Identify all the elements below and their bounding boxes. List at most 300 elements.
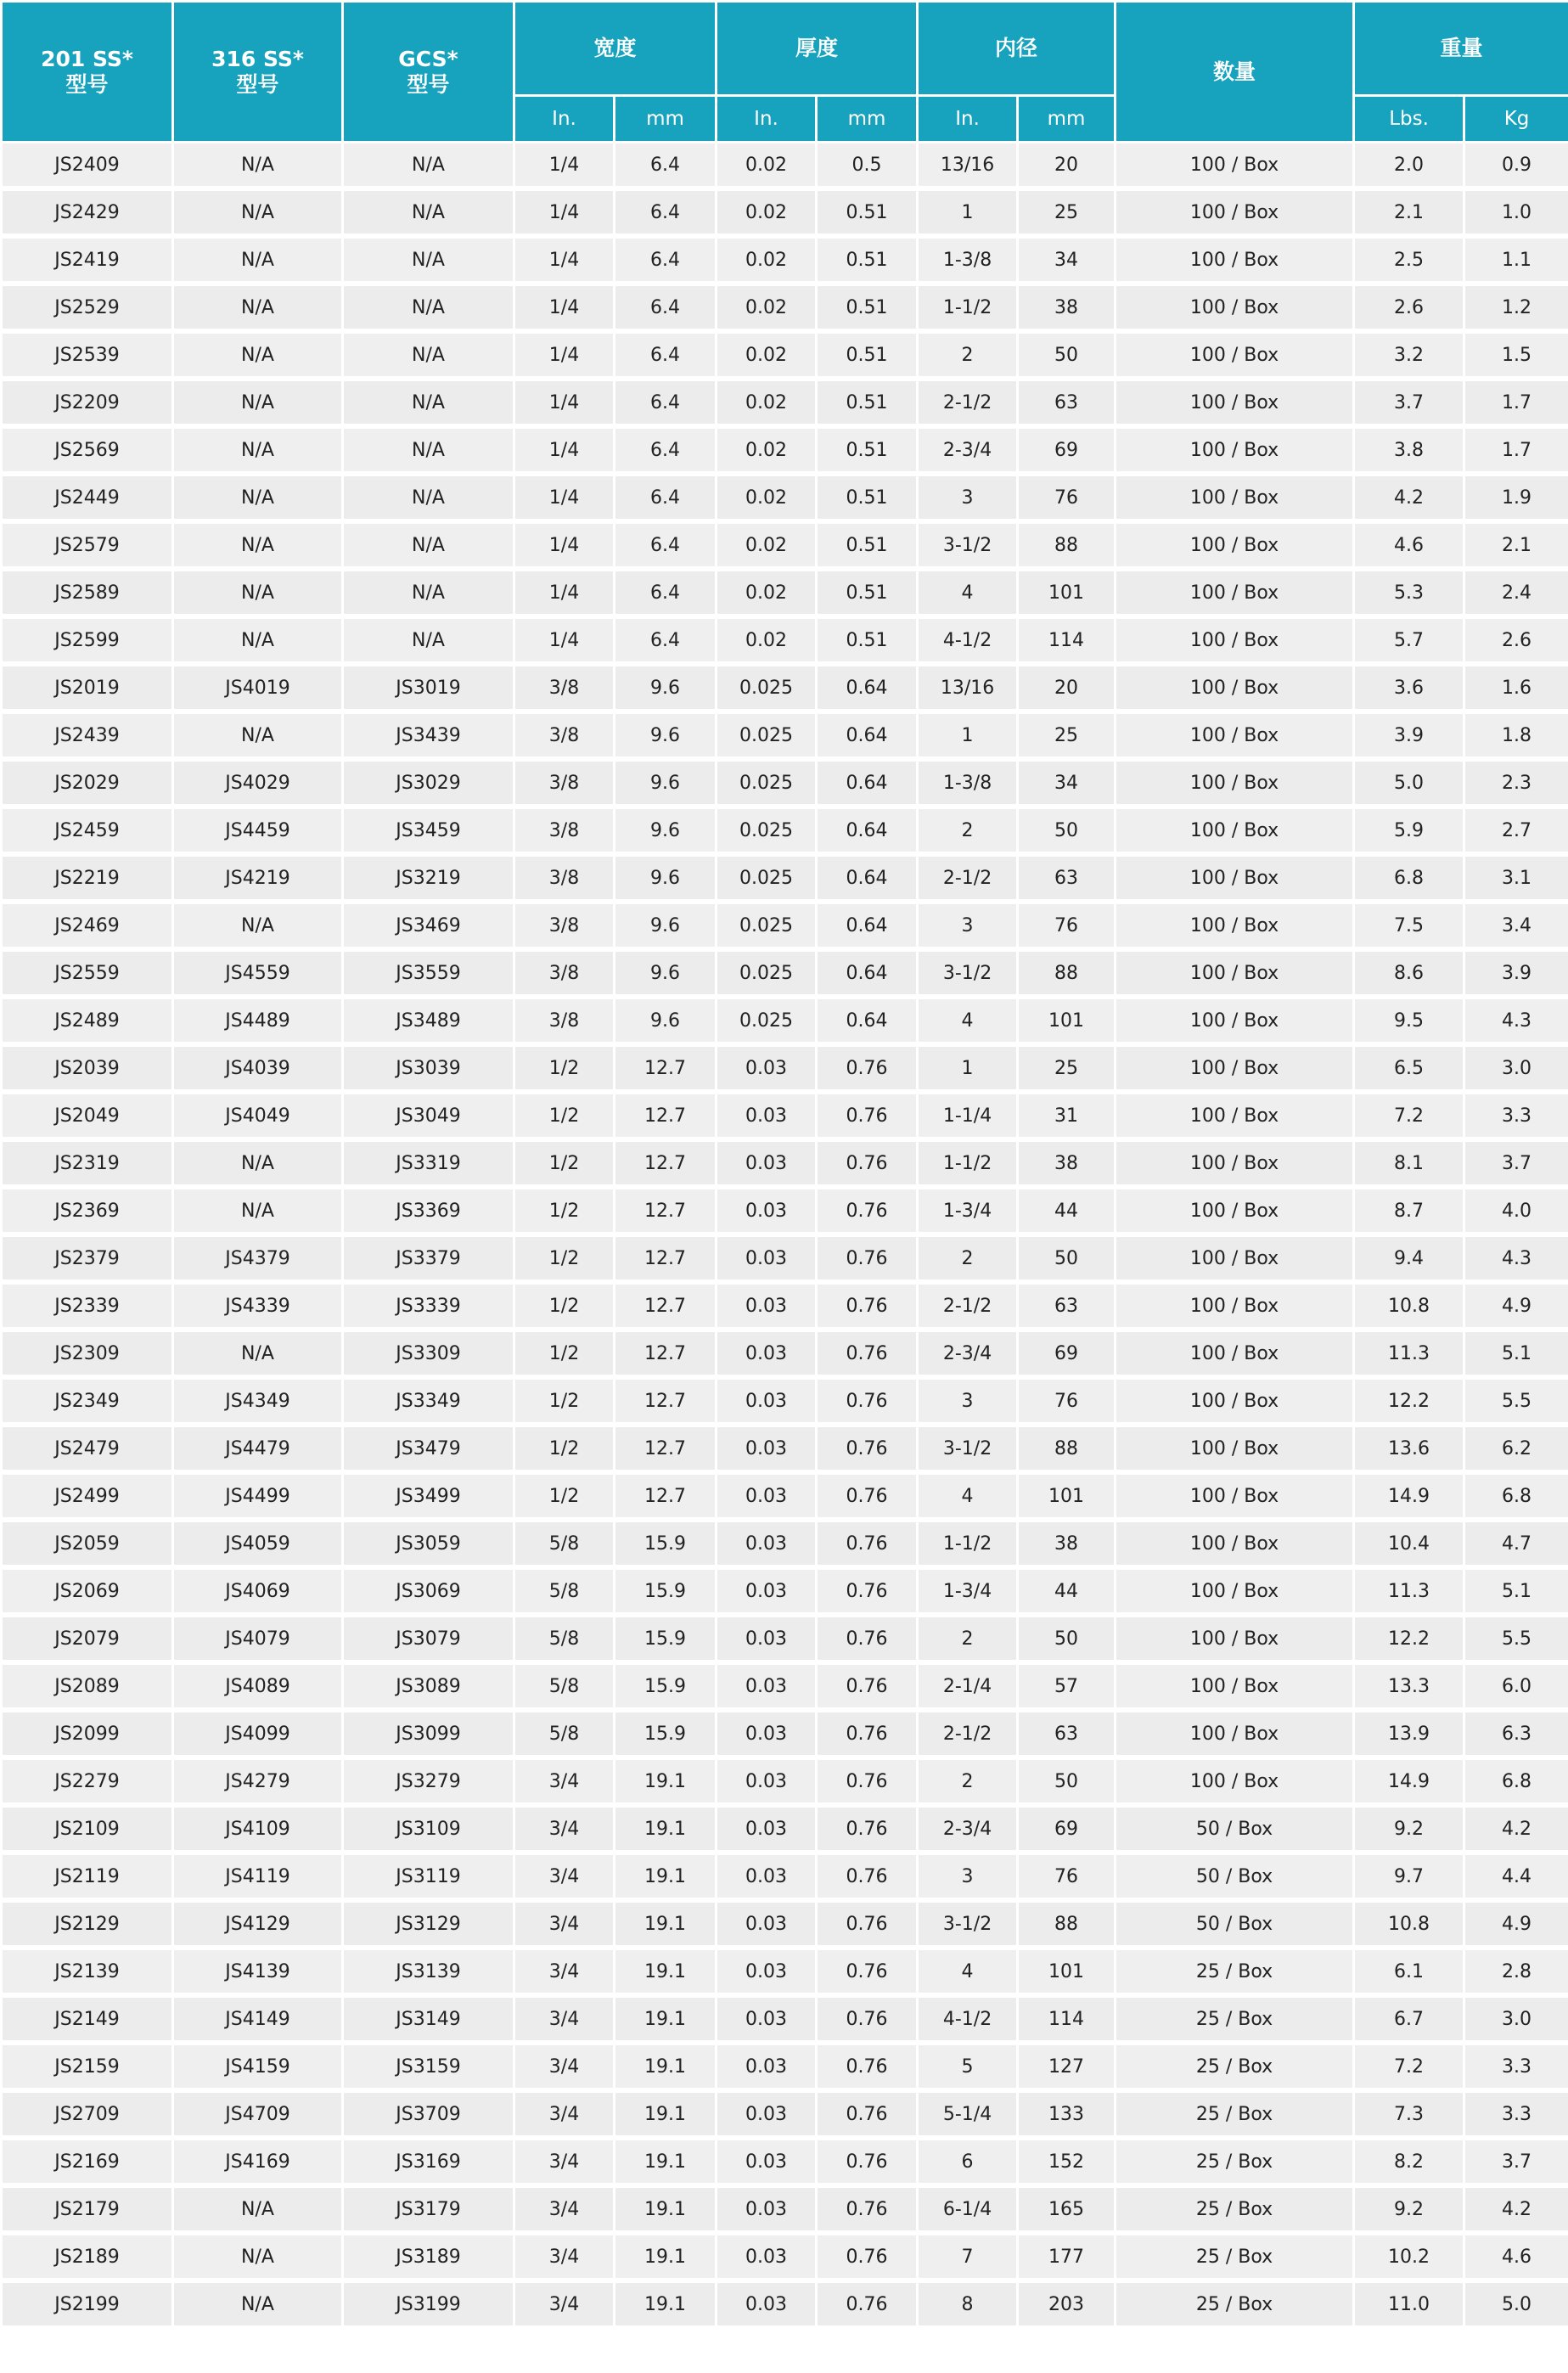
cell-diameter-in: 2-1/4: [918, 1662, 1018, 1710]
cell-width-in: 1/4: [514, 143, 615, 189]
cell-model-gcs: JS3379: [343, 1234, 514, 1282]
cell-weight-kg: 0.9: [1464, 143, 1568, 189]
subheader-thickness-mm: mm: [817, 96, 918, 143]
cell-model-201: JS2209: [2, 379, 173, 426]
cell-model-201: JS2429: [2, 188, 173, 236]
cell-quantity: 25 / Box: [1116, 2043, 1354, 2090]
cell-model-316: JS4059: [173, 1520, 343, 1567]
cell-model-201: JS2139: [2, 1948, 173, 1995]
cell-model-316: JS4119: [173, 1853, 343, 1900]
cell-width-in: 1/2: [514, 1187, 615, 1234]
cell-diameter-mm: 165: [1018, 2185, 1116, 2233]
cell-weight-kg: 3.9: [1464, 949, 1568, 997]
cell-weight-lbs: 2.6: [1354, 284, 1464, 331]
cell-width-mm: 12.7: [615, 1377, 717, 1425]
cell-weight-lbs: 5.7: [1354, 616, 1464, 664]
table-row: [2, 949, 1568, 997]
cell-diameter-mm: 152: [1018, 2138, 1116, 2185]
cell-model-316: N/A: [173, 521, 343, 569]
cell-model-316: N/A: [173, 426, 343, 474]
cell-width-mm: 12.7: [615, 1472, 717, 1520]
cell-width-mm: 12.7: [615, 1234, 717, 1282]
cell-weight-lbs: 14.9: [1354, 1757, 1464, 1805]
cell-quantity: 25 / Box: [1116, 2138, 1354, 2185]
cell-model-316: JS4109: [173, 1805, 343, 1853]
cell-quantity: 100 / Box: [1116, 1092, 1354, 1139]
cell-weight-kg: 1.7: [1464, 426, 1568, 474]
cell-width-mm: 9.6: [615, 711, 717, 759]
cell-model-gcs: JS3369: [343, 1187, 514, 1234]
cell-quantity: 100 / Box: [1116, 521, 1354, 569]
cell-width-mm: 19.1: [615, 1900, 717, 1948]
cell-thickness-mm: 0.51: [817, 616, 918, 664]
cell-thickness-in: 0.03: [717, 2138, 817, 2185]
cell-thickness-in: 0.03: [717, 1377, 817, 1425]
cell-model-201: JS2319: [2, 1139, 173, 1187]
table-row: [2, 569, 1568, 616]
cell-diameter-in: 13/16: [918, 664, 1018, 711]
cell-weight-kg: 1.7: [1464, 379, 1568, 426]
cell-width-in: 1/4: [514, 569, 615, 616]
cell-quantity: 100 / Box: [1116, 1757, 1354, 1805]
cell-thickness-in: 0.03: [717, 1615, 817, 1662]
cell-model-201: JS2439: [2, 711, 173, 759]
cell-width-mm: 19.1: [615, 2138, 717, 2185]
cell-model-316: JS4019: [173, 664, 343, 711]
cell-diameter-in: 2: [918, 1757, 1018, 1805]
cell-model-316: N/A: [173, 188, 343, 236]
cell-weight-kg: 6.2: [1464, 1425, 1568, 1472]
cell-thickness-mm: 0.64: [817, 711, 918, 759]
cell-diameter-in: 5-1/4: [918, 2090, 1018, 2138]
table-row: [2, 1853, 1568, 1900]
cell-model-201: JS2179: [2, 2185, 173, 2233]
cell-thickness-in: 0.03: [717, 2233, 817, 2280]
cell-model-201: JS2199: [2, 2280, 173, 2328]
cell-quantity: 100 / Box: [1116, 854, 1354, 902]
cell-weight-lbs: 7.5: [1354, 902, 1464, 949]
cell-diameter-mm: 63: [1018, 1282, 1116, 1330]
cell-weight-kg: 6.8: [1464, 1472, 1568, 1520]
cell-thickness-in: 0.03: [717, 1900, 817, 1948]
cell-width-in: 3/8: [514, 664, 615, 711]
cell-model-gcs: JS3489: [343, 997, 514, 1044]
cell-width-in: 1/2: [514, 1330, 615, 1377]
cell-quantity: 25 / Box: [1116, 2280, 1354, 2328]
cell-width-in: 1/2: [514, 1092, 615, 1139]
cell-weight-lbs: 9.4: [1354, 1234, 1464, 1282]
table-row: [2, 759, 1568, 807]
cell-diameter-mm: 88: [1018, 521, 1116, 569]
table-header: [2, 2, 1568, 143]
cell-model-201: JS2499: [2, 1472, 173, 1520]
table-row: [2, 997, 1568, 1044]
cell-diameter-in: 3-1/2: [918, 949, 1018, 997]
cell-width-mm: 12.7: [615, 1092, 717, 1139]
cell-width-in: 1/4: [514, 426, 615, 474]
cell-width-mm: 19.1: [615, 1853, 717, 1900]
cell-model-201: JS2109: [2, 1805, 173, 1853]
cell-model-gcs: N/A: [343, 143, 514, 189]
cell-model-316: N/A: [173, 902, 343, 949]
cell-model-316: N/A: [173, 2233, 343, 2280]
cell-model-316: N/A: [173, 616, 343, 664]
cell-diameter-in: 1-1/2: [918, 284, 1018, 331]
cell-thickness-in: 0.03: [717, 1853, 817, 1900]
cell-model-201: JS2379: [2, 1234, 173, 1282]
subheader-diameter-in: In.: [918, 96, 1018, 143]
cell-quantity: 25 / Box: [1116, 1948, 1354, 1995]
cell-quantity: 100 / Box: [1116, 807, 1354, 854]
cell-model-316: JS4499: [173, 1472, 343, 1520]
cell-diameter-in: 2-1/2: [918, 1710, 1018, 1757]
cell-quantity: 100 / Box: [1116, 759, 1354, 807]
cell-diameter-in: 1: [918, 711, 1018, 759]
cell-diameter-mm: 114: [1018, 1995, 1116, 2043]
cell-weight-lbs: 9.5: [1354, 997, 1464, 1044]
cell-width-in: 1/2: [514, 1234, 615, 1282]
cell-thickness-mm: 0.76: [817, 1139, 918, 1187]
cell-thickness-mm: 0.64: [817, 949, 918, 997]
cell-diameter-in: 2-1/2: [918, 379, 1018, 426]
cell-model-201: JS2419: [2, 236, 173, 284]
cell-width-in: 1/4: [514, 188, 615, 236]
cell-width-in: 3/4: [514, 2090, 615, 2138]
cell-model-gcs: JS3069: [343, 1567, 514, 1615]
table-row: [2, 1615, 1568, 1662]
cell-width-mm: 12.7: [615, 1139, 717, 1187]
cell-diameter-mm: 34: [1018, 236, 1116, 284]
cell-quantity: 25 / Box: [1116, 2090, 1354, 2138]
cell-model-gcs: JS3499: [343, 1472, 514, 1520]
cell-model-gcs: JS3029: [343, 759, 514, 807]
cell-diameter-in: 4: [918, 1472, 1018, 1520]
cell-width-mm: 6.4: [615, 474, 717, 521]
subheader-weight-lbs: Lbs.: [1354, 96, 1464, 143]
cell-weight-kg: 4.6: [1464, 2233, 1568, 2280]
cell-width-in: 3/4: [514, 1805, 615, 1853]
cell-quantity: 100 / Box: [1116, 711, 1354, 759]
cell-thickness-mm: 0.64: [817, 854, 918, 902]
cell-thickness-mm: 0.51: [817, 379, 918, 426]
header-316-ss-model: 316 SS* 型号: [173, 2, 343, 143]
cell-quantity: 100 / Box: [1116, 236, 1354, 284]
cell-weight-lbs: 6.5: [1354, 1044, 1464, 1092]
cell-thickness-in: 0.02: [717, 188, 817, 236]
cell-diameter-in: 3: [918, 1377, 1018, 1425]
cell-thickness-in: 0.03: [717, 1234, 817, 1282]
cell-width-mm: 6.4: [615, 331, 717, 379]
cell-width-mm: 19.1: [615, 2280, 717, 2328]
cell-weight-kg: 3.3: [1464, 2043, 1568, 2090]
cell-weight-kg: 2.8: [1464, 1948, 1568, 1995]
cell-diameter-in: 4: [918, 997, 1018, 1044]
cell-weight-lbs: 13.9: [1354, 1710, 1464, 1757]
cell-model-316: JS4129: [173, 1900, 343, 1948]
cell-model-201: JS2149: [2, 1995, 173, 2043]
cell-weight-lbs: 9.2: [1354, 1805, 1464, 1853]
cell-thickness-mm: 0.76: [817, 2043, 918, 2090]
cell-thickness-in: 0.03: [717, 1282, 817, 1330]
cell-diameter-mm: 177: [1018, 2233, 1116, 2280]
cell-model-316: N/A: [173, 2185, 343, 2233]
table-row: [2, 1377, 1568, 1425]
cell-weight-lbs: 12.2: [1354, 1377, 1464, 1425]
cell-weight-lbs: 9.7: [1354, 1853, 1464, 1900]
cell-model-201: JS2559: [2, 949, 173, 997]
cell-diameter-in: 3: [918, 1853, 1018, 1900]
cell-quantity: 100 / Box: [1116, 1710, 1354, 1757]
cell-width-mm: 15.9: [615, 1567, 717, 1615]
header-quantity: 数量: [1116, 2, 1354, 143]
cell-width-mm: 6.4: [615, 284, 717, 331]
cell-model-316: JS4029: [173, 759, 343, 807]
subheader-width-in: In.: [514, 96, 615, 143]
cell-thickness-mm: 0.51: [817, 236, 918, 284]
cell-model-gcs: JS3559: [343, 949, 514, 997]
cell-width-in: 1/4: [514, 379, 615, 426]
cell-model-316: JS4709: [173, 2090, 343, 2138]
cell-weight-lbs: 6.7: [1354, 1995, 1464, 2043]
cell-width-mm: 9.6: [615, 759, 717, 807]
cell-thickness-mm: 0.76: [817, 2280, 918, 2328]
cell-weight-lbs: 3.2: [1354, 331, 1464, 379]
cell-model-gcs: JS3319: [343, 1139, 514, 1187]
cell-model-316: N/A: [173, 474, 343, 521]
cell-diameter-mm: 88: [1018, 1900, 1116, 1948]
cell-weight-lbs: 13.6: [1354, 1425, 1464, 1472]
table-row: [2, 2090, 1568, 2138]
cell-quantity: 100 / Box: [1116, 331, 1354, 379]
cell-thickness-in: 0.03: [717, 1805, 817, 1853]
cell-model-316: JS4219: [173, 854, 343, 902]
cell-diameter-in: 1-3/4: [918, 1567, 1018, 1615]
cell-width-mm: 6.4: [615, 569, 717, 616]
cell-model-201: JS2049: [2, 1092, 173, 1139]
table-row: [2, 1662, 1568, 1710]
cell-width-in: 3/8: [514, 902, 615, 949]
cell-model-316: JS4459: [173, 807, 343, 854]
cell-weight-lbs: 11.3: [1354, 1330, 1464, 1377]
cell-quantity: 50 / Box: [1116, 1805, 1354, 1853]
table-row: [2, 2043, 1568, 2090]
cell-width-mm: 9.6: [615, 807, 717, 854]
cell-model-gcs: N/A: [343, 284, 514, 331]
cell-weight-lbs: 3.6: [1354, 664, 1464, 711]
cell-thickness-mm: 0.76: [817, 1615, 918, 1662]
cell-model-201: JS2169: [2, 2138, 173, 2185]
cell-model-gcs: N/A: [343, 379, 514, 426]
cell-thickness-mm: 0.51: [817, 331, 918, 379]
cell-quantity: 100 / Box: [1116, 949, 1354, 997]
cell-diameter-in: 2: [918, 807, 1018, 854]
cell-diameter-in: 3-1/2: [918, 521, 1018, 569]
cell-model-gcs: JS3149: [343, 1995, 514, 2043]
table-row: [2, 711, 1568, 759]
cell-thickness-mm: 0.64: [817, 997, 918, 1044]
cell-weight-lbs: 9.2: [1354, 2185, 1464, 2233]
cell-diameter-mm: 69: [1018, 1805, 1116, 1853]
cell-thickness-in: 0.02: [717, 474, 817, 521]
cell-thickness-in: 0.025: [717, 759, 817, 807]
cell-diameter-in: 3: [918, 474, 1018, 521]
cell-model-201: JS2039: [2, 1044, 173, 1092]
cell-model-316: N/A: [173, 569, 343, 616]
cell-weight-kg: 3.3: [1464, 1092, 1568, 1139]
cell-thickness-mm: 0.76: [817, 1805, 918, 1853]
cell-weight-lbs: 8.2: [1354, 2138, 1464, 2185]
cell-model-gcs: JS3279: [343, 1757, 514, 1805]
table-row: [2, 854, 1568, 902]
cell-weight-kg: 5.1: [1464, 1567, 1568, 1615]
cell-quantity: 100 / Box: [1116, 569, 1354, 616]
cell-width-mm: 6.4: [615, 236, 717, 284]
cell-width-in: 1/2: [514, 1377, 615, 1425]
table-row: [2, 2233, 1568, 2280]
cell-thickness-in: 0.02: [717, 426, 817, 474]
cell-weight-kg: 4.4: [1464, 1853, 1568, 1900]
cell-weight-kg: 2.7: [1464, 807, 1568, 854]
cell-diameter-mm: 101: [1018, 569, 1116, 616]
cell-width-mm: 6.4: [615, 379, 717, 426]
cell-model-316: JS4079: [173, 1615, 343, 1662]
cell-width-in: 1/4: [514, 616, 615, 664]
cell-weight-kg: 4.3: [1464, 997, 1568, 1044]
cell-width-in: 1/4: [514, 236, 615, 284]
cell-diameter-mm: 50: [1018, 1615, 1116, 1662]
cell-model-201: JS2129: [2, 1900, 173, 1948]
cell-weight-lbs: 12.2: [1354, 1615, 1464, 1662]
cell-model-316: JS4279: [173, 1757, 343, 1805]
cell-weight-kg: 3.0: [1464, 1044, 1568, 1092]
cell-weight-lbs: 10.8: [1354, 1282, 1464, 1330]
cell-model-316: N/A: [173, 236, 343, 284]
cell-model-201: JS2579: [2, 521, 173, 569]
cell-model-201: JS2089: [2, 1662, 173, 1710]
cell-diameter-in: 3-1/2: [918, 1900, 1018, 1948]
cell-weight-kg: 3.7: [1464, 2138, 1568, 2185]
cell-thickness-mm: 0.76: [817, 1948, 918, 1995]
table-row: [2, 807, 1568, 854]
cell-width-in: 5/8: [514, 1520, 615, 1567]
cell-quantity: 25 / Box: [1116, 1995, 1354, 2043]
cell-model-316: N/A: [173, 331, 343, 379]
cell-diameter-mm: 69: [1018, 426, 1116, 474]
cell-diameter-mm: 76: [1018, 1853, 1116, 1900]
cell-diameter-mm: 63: [1018, 854, 1116, 902]
cell-weight-lbs: 10.2: [1354, 2233, 1464, 2280]
cell-model-gcs: N/A: [343, 188, 514, 236]
cell-width-mm: 9.6: [615, 949, 717, 997]
cell-model-201: JS2599: [2, 616, 173, 664]
table-row: [2, 188, 1568, 236]
cell-width-mm: 19.1: [615, 1948, 717, 1995]
cell-thickness-mm: 0.76: [817, 1282, 918, 1330]
cell-diameter-mm: 88: [1018, 1425, 1116, 1472]
cell-width-mm: 12.7: [615, 1330, 717, 1377]
cell-width-mm: 19.1: [615, 2090, 717, 2138]
cell-diameter-in: 4: [918, 569, 1018, 616]
cell-width-mm: 9.6: [615, 997, 717, 1044]
cell-diameter-in: 2-3/4: [918, 1805, 1018, 1853]
cell-quantity: 100 / Box: [1116, 284, 1354, 331]
cell-diameter-mm: 25: [1018, 188, 1116, 236]
cell-width-in: 3/8: [514, 807, 615, 854]
cell-diameter-mm: 101: [1018, 1948, 1116, 1995]
cell-thickness-in: 0.03: [717, 1567, 817, 1615]
table-row: [2, 143, 1568, 189]
cell-width-mm: 6.4: [615, 521, 717, 569]
cell-diameter-in: 1-3/4: [918, 1187, 1018, 1234]
table-row: [2, 426, 1568, 474]
cell-quantity: 100 / Box: [1116, 1377, 1354, 1425]
cell-thickness-in: 0.03: [717, 1187, 817, 1234]
cell-model-gcs: JS3219: [343, 854, 514, 902]
cell-diameter-in: 7: [918, 2233, 1018, 2280]
cell-diameter-mm: 38: [1018, 284, 1116, 331]
cell-model-201: JS2019: [2, 664, 173, 711]
cell-quantity: 100 / Box: [1116, 1187, 1354, 1234]
cell-width-mm: 19.1: [615, 2233, 717, 2280]
cell-diameter-in: 6: [918, 2138, 1018, 2185]
cell-thickness-mm: 0.64: [817, 664, 918, 711]
cell-model-316: N/A: [173, 284, 343, 331]
cell-diameter-mm: 88: [1018, 949, 1116, 997]
cell-thickness-in: 0.02: [717, 616, 817, 664]
cell-thickness-mm: 0.76: [817, 1092, 918, 1139]
cell-width-in: 1/4: [514, 331, 615, 379]
table-row: [2, 616, 1568, 664]
cell-weight-lbs: 7.3: [1354, 2090, 1464, 2138]
table-row: [2, 1472, 1568, 1520]
cell-diameter-in: 2-1/2: [918, 854, 1018, 902]
table-row: [2, 902, 1568, 949]
cell-diameter-mm: 63: [1018, 1710, 1116, 1757]
cell-thickness-in: 0.025: [717, 949, 817, 997]
table-row: [2, 664, 1568, 711]
cell-weight-lbs: 5.3: [1354, 569, 1464, 616]
cell-thickness-mm: 0.76: [817, 1330, 918, 1377]
cell-weight-lbs: 8.1: [1354, 1139, 1464, 1187]
cell-width-mm: 19.1: [615, 1757, 717, 1805]
cell-diameter-in: 8: [918, 2280, 1018, 2328]
cell-width-in: 3/4: [514, 2185, 615, 2233]
cell-weight-kg: 3.4: [1464, 902, 1568, 949]
cell-width-in: 5/8: [514, 1615, 615, 1662]
cell-diameter-mm: 44: [1018, 1187, 1116, 1234]
cell-thickness-mm: 0.76: [817, 1662, 918, 1710]
cell-thickness-mm: 0.64: [817, 759, 918, 807]
cell-model-201: JS2589: [2, 569, 173, 616]
cell-diameter-mm: 203: [1018, 2280, 1116, 2328]
cell-width-in: 3/4: [514, 1948, 615, 1995]
cell-thickness-in: 0.025: [717, 664, 817, 711]
cell-width-in: 1/2: [514, 1282, 615, 1330]
cell-model-gcs: JS3059: [343, 1520, 514, 1567]
cell-quantity: 100 / Box: [1116, 664, 1354, 711]
cell-model-201: JS2459: [2, 807, 173, 854]
cell-quantity: 50 / Box: [1116, 1853, 1354, 1900]
cell-thickness-in: 0.02: [717, 521, 817, 569]
cell-thickness-in: 0.03: [717, 1948, 817, 1995]
table-row: [2, 1425, 1568, 1472]
cell-width-in: 5/8: [514, 1567, 615, 1615]
cell-diameter-in: 2-3/4: [918, 426, 1018, 474]
subheader-thickness-in: In.: [717, 96, 817, 143]
cell-model-316: JS4049: [173, 1092, 343, 1139]
cell-model-316: JS4149: [173, 1995, 343, 2043]
cell-diameter-mm: 114: [1018, 616, 1116, 664]
